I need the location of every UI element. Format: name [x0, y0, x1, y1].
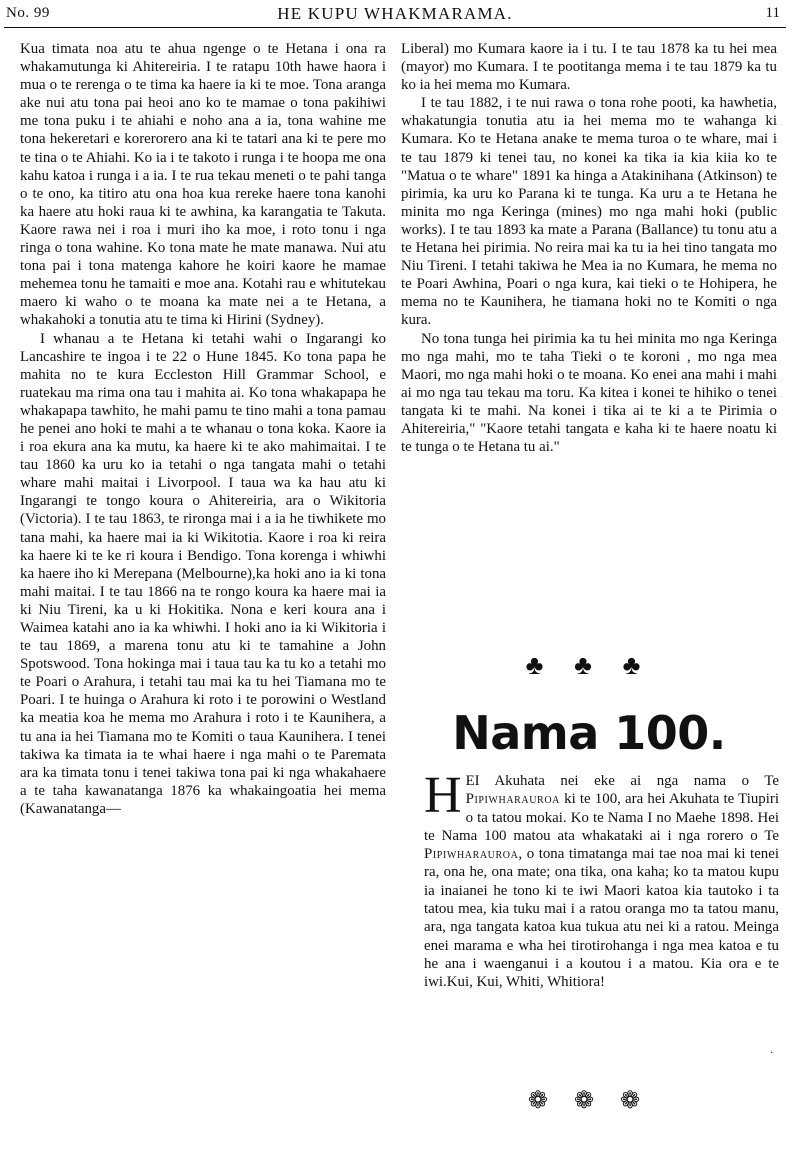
section-text: , o tona timatanga mai tae noa mai ki tenei ra, ona he, ona mate; ona tika, ona kaha; ko ta matou kupu ia inaianei he tono ki te iwi Maori katoa kia tautoko i ta tatou mea, kia tuku mai i a ratou oranga mo ta tatou manu, ara, nga tangata katoa kua tukua atu nei ki a ratou. Meinga enei marama e wha hei tirotirohanga i nga mea katoa e tu he ana i waenganui i a koutou i a matou. Kia ora e te iwi.Kui, Kui, Whiti, Whitiora! — [424, 846, 779, 991]
flower-ornament: ❁ ❁ ❁ — [527, 1088, 651, 1114]
paragraph: I whanau a te Hetana ki tetahi wahi o Ingarangi ko Lancashire te ingoa i te 22 o Hune 1845. Ko tona papa he mahita no te kura Eccleston Hill Grammar School, e ruatekau ma rima ona tau i mahita ai. Ko tona whakapapa he whakapapa tawhito, he mahi pamu te tino mahi a tona pamau he penei ano hoki te mahi a te whanau o tona koka. Kaore ia i roa ekura ana ka mutu, ka haere ki te ako mahimaitai. I te tau 1860 ka uru ko ia tetahi o nga tangata mahi o tetahi whare mahi maitai i Livorpool. I taua wa ka hau atu ki Ingarangi te tongo koura o Ahitereiria, ara o Wikitoria (Victoria). I te tau 1863, te rironga mai i a ia he tiwhikete mo tana mahi, ka haere mai ia ki Wikitotia. Kaore i roa ki reira ka haere ki te ke ri koura i Bendigo. Tona korenga i whiwhi ka haere iho ki Merepana (Melbourne),ka hoki ano ia ki tona mahi maitai. I te tau 1866 na te rongo koura ka haere mai ia ki Niu Tireni, ka u ki Hokitika. Nona e keri koura ana i Waimea katahi ano ia ka whiwhi. I hoki ano ia ki Wikitoria i te tau 1869, a marena tonu atu ki te tamahine a John Spotswood. Tona hokinga mai i taua tau ka tu ko a tetahi mo te Poari o Arahura, i tetahi tau mai ka tu hei Tiamana mo te Poari. I te huinga o Arahura ki roto i te porowini o Westland ka meatia koa he mema mo Arahura i roto i te Kaunihera, a tu ana ia hei Tiamana mo te Komiti o taua Kaunihera. I tenei takiwa ka timata ia te whai haere i nga mahi o te Paremata ara ka timata tonu i tenei takiwa tona pai ki nga whakahaere a te taha kawanatanga 1876 ka whakaingoatia hei mema (Kawanatanga— — [20, 330, 386, 817]
section-body — [424, 767, 779, 992]
section-text: EI Akuhata nei eke ai nga nama o Te — [465, 773, 779, 789]
right-column — [401, 40, 777, 456]
publication-name: Pipiwharauroa — [424, 846, 519, 863]
left-column — [20, 40, 386, 818]
section-title: Nama 100. — [452, 706, 726, 760]
issue-number: No. 99 — [6, 5, 50, 21]
running-title: HE KUPU WHAKMARAMA. — [277, 4, 513, 23]
paragraph: Liberal) mo Kumara kaore ia i tu. I te tau 1878 ka tu hei mea (mayor) mo Kumara. I te pootitanga mema i te tau 1879 ka tu ko ia hei mema mo Kumara. — [401, 41, 777, 94]
publication-name: Pipiwharauroa — [465, 791, 560, 808]
page-header — [4, 3, 786, 28]
section-text: ki te 100, ara hei Akuhata te Tiupiri o ta tatou mokai. Ko te Nama I no Maehe 1898. Hei te Nama 100 matou ata whakataki ai i nga rorero o Te — [424, 791, 779, 844]
paragraph: No tona tunga hei pirimia ka tu hei minita mo nga Keringa mo nga mahi, mo te taha Tieki o te koroni , mo nga mea Maori, mo nga mahi hoki o te moana. Ko enei ana mahi i mahi ai mo nga tau tekau ma toru. Ka kitea i konei te hihiko o tenei tangata ki te mahi. Na konei i tika ai te ki a te Pirimia o Ahitereiria," "Kaore tetahi tangata e kaha ki te haere noatu ki te tunga o te Hetana tu ai." — [401, 330, 777, 456]
paragraph: Kua timata noa atu te ahua ngenge o te Hetana i ona ra whakamutunga ki Ahitereiria. I te ratapu 10th hawe haora i mua o te rerenga o te tima ka haere ia ki te moe. Tona aranga ake nui atu tona pai heoi ano ko te mamae o tona pakihiwi me tona puku i te ahiahi e noho ana a ia, tona wahine me tona hekeretari e korerorero ana ki te tatari ana ki te pere mo te tina o te Ahiahi. Ko ia i te takoto i runga i te hoopa me ona kahu katoa i runga i a ia. I te rua tekau meneti o te pahi tanga o te ono, ka titiro atu ona hoa kua rereke haere tona kanohi ka haere atu hoki raua ki te awhina, ka karangatia te Takuta. Kaore rawa nei i roa i muri iho ka moe, i roto tonu i nga ringa o tona wahine. Ko tona mate he mate manawa. Nui atu tona pai i tona matenga kahore he koiri kaore he mamae mehemea tonu he tamaiti e moe ana. Kotahi rau e whitutekau maero ki waho o te moana ka mate nei a te Hetana, a whakahoki a tonutia atu te tima ki Hirini (Sydney). — [20, 41, 386, 329]
stray-mark: · — [770, 1048, 774, 1059]
page-number: 11 — [765, 5, 780, 21]
drop-cap: H — [424, 767, 462, 824]
paragraph: I te tau 1882, i te nui rawa o tona rohe pooti, ka hawhetia, whakatungia tonutia atu ia hei mema mo te wahanga ki Kumara. Ko te Hetana anake te mema turoa o te whare, mai i te tau 1879 ki tenei tau, no konei ka tika ia kia kiia ko te "Matua o te whare" 1891 ka hinga a Atakinihana (Atkinson) te pirimia, ka uru ko Parana ki te tunga. Ka uru a te Hetana he minita mo nga Keringa (mines) mo nga mahi hoki (public works). I te tau 1893 ka mate a Parana (Ballance) tu tonu atu a te Hetana hei pirimia. No reira mai ka tu ia hei tino tangata mo Niu Tireni. I tetahi takiwa he Mea ia no Kumara, he mema no te Poari Awhina, Poari o nga kura, kai tieki o te Hohipera, he mema no te Kaunihera, he tiamana hoki no te Komiti o nga kura. — [401, 95, 777, 329]
clubs-ornament: ♣ ♣ ♣ — [525, 650, 653, 680]
